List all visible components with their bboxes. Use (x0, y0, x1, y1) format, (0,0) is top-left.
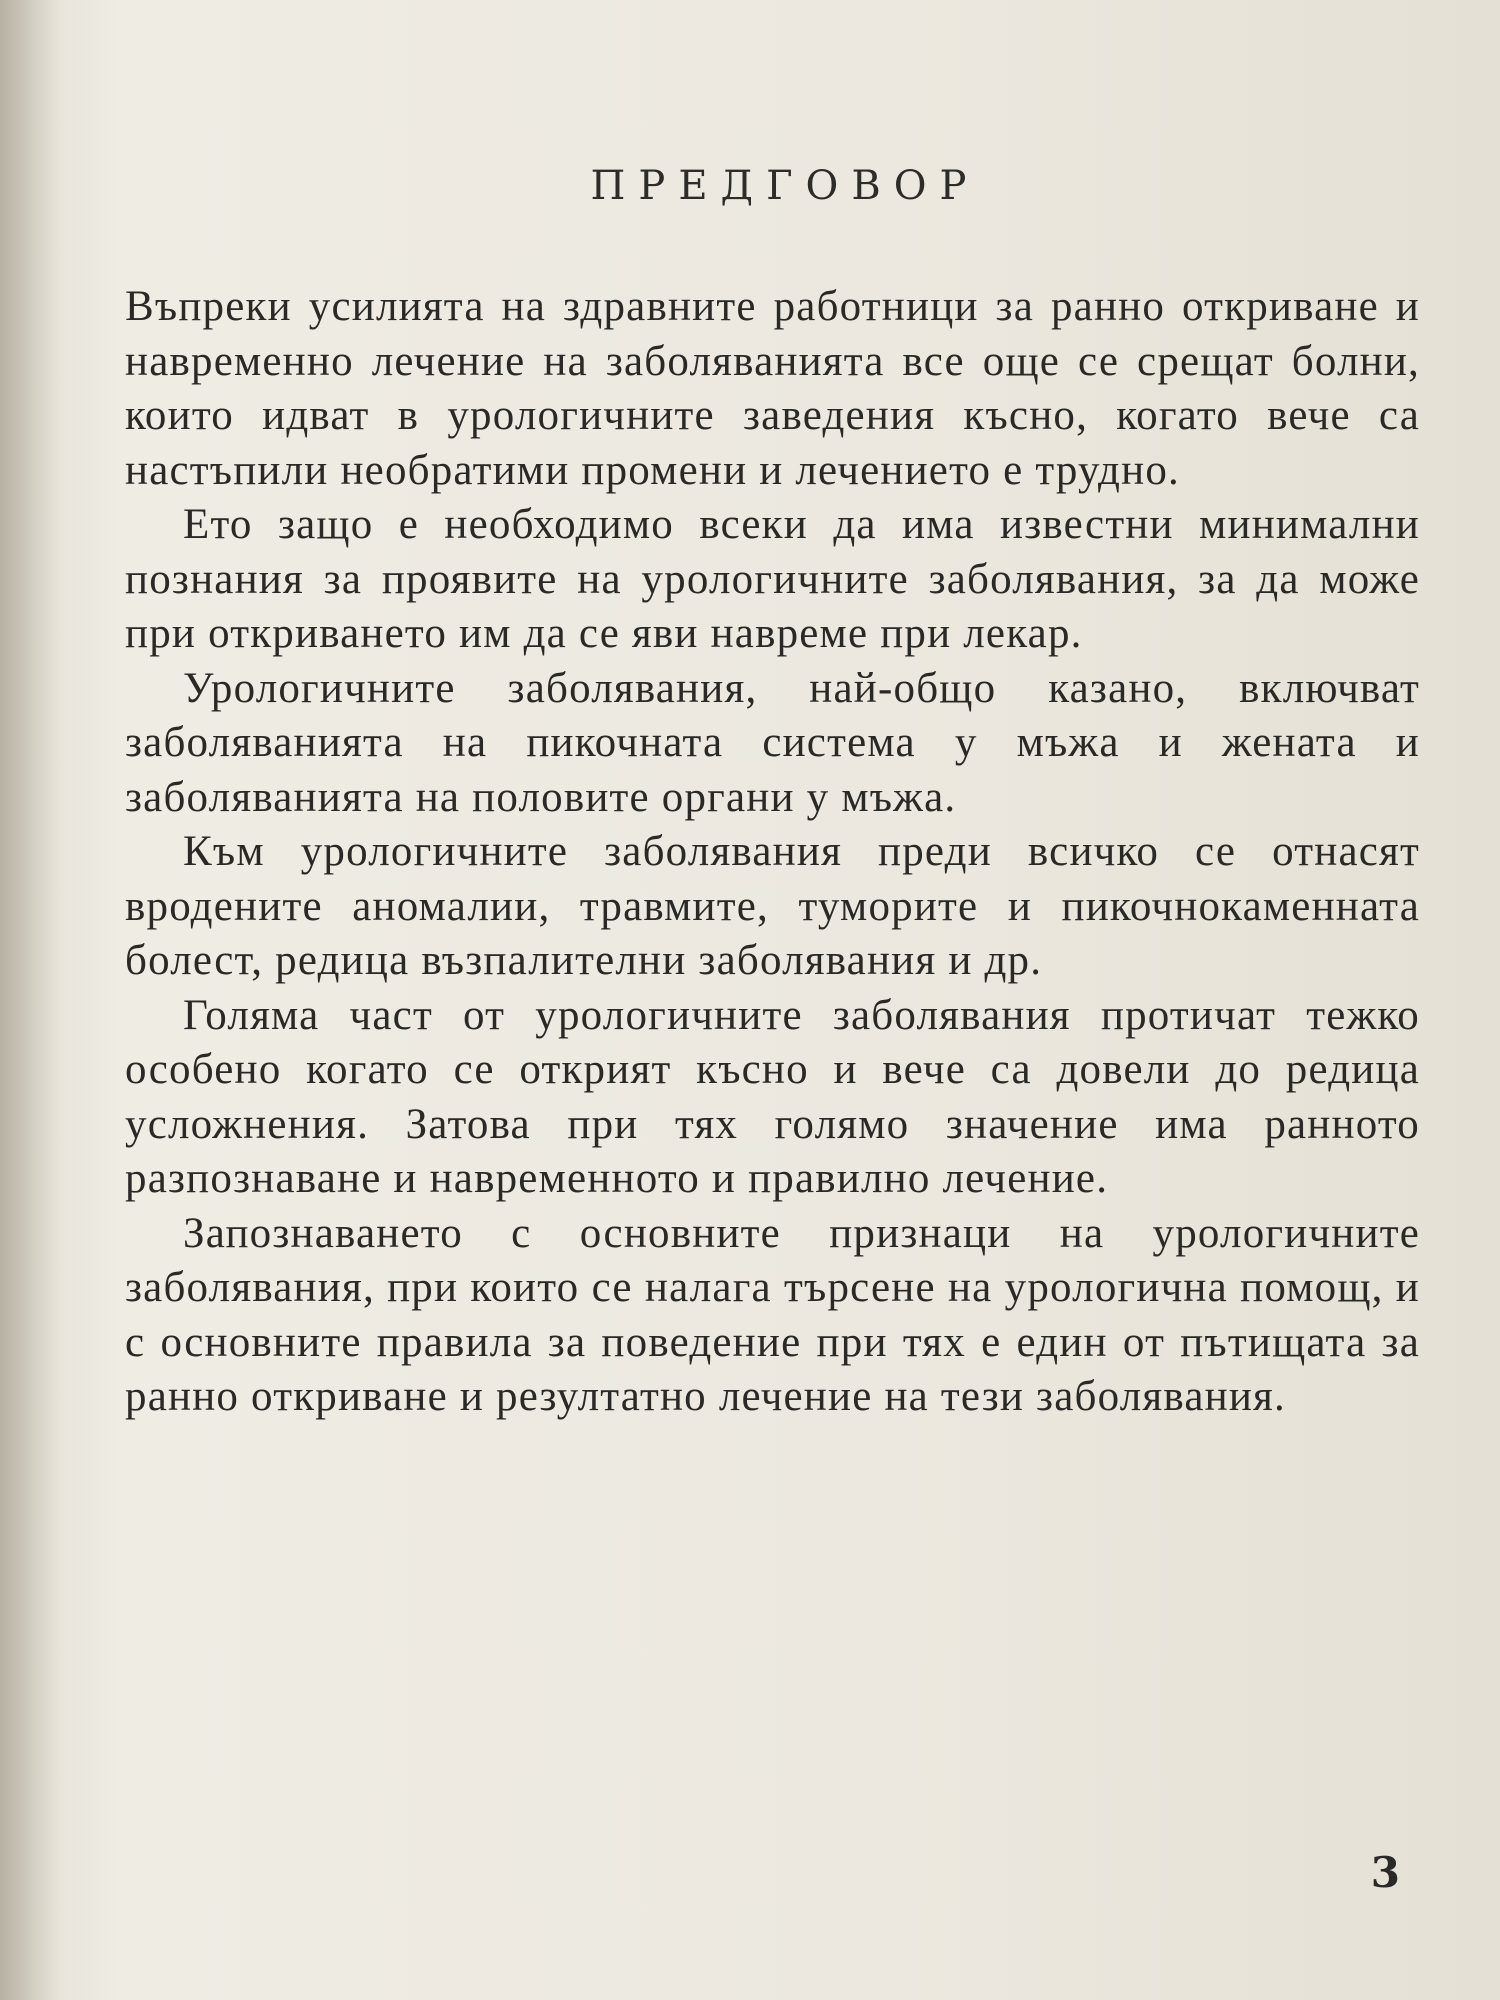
spine-shadow (0, 0, 60, 2000)
body-text (125, 280, 1420, 1425)
paragraph-5: Голяма част от урологичните заболявания протичат тежко особено когато се открият късно и вече са довели до редица усложнения. Затова при тях голямо значение има ранното разпознаване и навременното и правилно лечение. (125, 991, 1420, 1202)
page-number: 3 (1370, 1848, 1400, 1897)
paragraph-3: Урологичните заболявания, най-общо казано, включват заболяванията на пикочната система у мъжа и жената и заболяванията на половите органи у мъжа. (125, 664, 1420, 821)
paragraph-4: Към урологичните заболявания преди всичко се отнасят вродените аномалии, травмите, туморите и пикочнокаменната болест, редица възпалителни заболявания и др. (125, 828, 1420, 984)
paragraph-6: Запознаването с основните признаци на урологичните заболявания, при които се налага търсене на урологична помощ, и с основните правила за поведение при тях е един от пътищата за ранно откриване и резултатно лечение на тези заболявания. (125, 1209, 1420, 1420)
paragraph-1: Въпреки усилията на здравните работници за ранно откриване и навременно лечение на заболяванията все още се срещат болни, които идват в урологичните заведения късно, когато вече са настъпили необратими промени и лечението е трудно. (125, 283, 1420, 494)
page-title: ПРЕДГОВОР (590, 163, 980, 209)
paragraph-2: Ето защо е необходимо всеки да има известни минимални познания за проявите на урологичните заболявания, за да може при откриването им да се яви навреме при лекар. (125, 501, 1420, 657)
